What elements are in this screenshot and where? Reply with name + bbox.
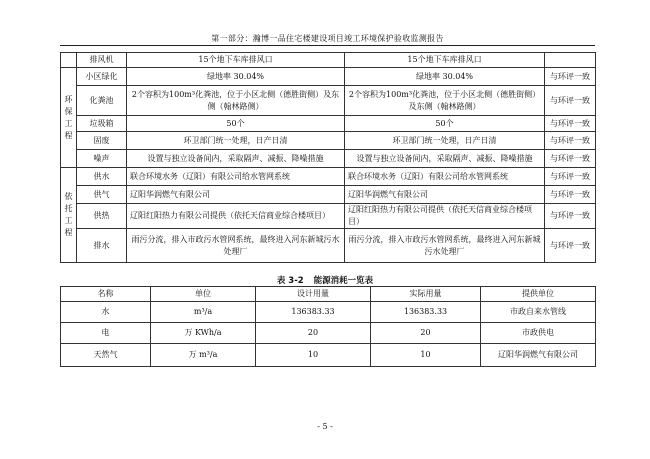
table-row <box>61 186 596 204</box>
column-header: 提供单位 <box>481 287 596 302</box>
caption-title: 能源消耗一览表 <box>313 276 374 286</box>
energy-provider: 市政自来水管线 <box>481 302 596 323</box>
table-row <box>61 132 596 150</box>
energy-provider: 市政供电 <box>481 323 596 344</box>
table-caption <box>0 274 650 286</box>
conclusion-cell: 与环评一致 <box>545 168 596 186</box>
energy-actual: 136383.33 <box>371 302 481 323</box>
row-name: 噪声 <box>77 150 127 168</box>
row-name: 垃圾箱 <box>77 116 127 132</box>
row-name: 排风机 <box>77 53 127 68</box>
row-name: 供气 <box>77 186 127 204</box>
row-name: 固废 <box>77 132 127 150</box>
conclusion-cell: 与环评一致 <box>545 68 596 86</box>
facilities-table <box>60 52 596 263</box>
design-cell: 辽阳华润燃气有限公司 <box>127 186 345 204</box>
column-header: 名称 <box>61 287 151 302</box>
header-row <box>61 287 596 302</box>
design-cell: 联合环境水务（辽阳）有限公司给水管网系统 <box>127 168 345 186</box>
caption-number: 表 3-2 <box>276 276 304 286</box>
column-header: 单位 <box>151 287 256 302</box>
conclusion-cell: 与环评一致 <box>545 204 596 229</box>
energy-design: 10 <box>256 344 371 367</box>
header-rule <box>60 45 595 46</box>
actual-cell: 辽阳红阳热力有限公司提供（依托天信商业综合楼项目） <box>345 204 545 229</box>
design-cell: 环卫部门统一处理，日产日清 <box>127 132 345 150</box>
energy-design: 20 <box>256 323 371 344</box>
energy-unit: 万 m³/a <box>151 344 256 367</box>
actual-cell: 2个容积为100m³化粪池，位于小区北侧（德胜街侧）及东侧（翰林路侧） <box>345 86 545 116</box>
design-cell: 50个 <box>127 116 345 132</box>
actual-cell: 绿地率 30.04% <box>345 68 545 86</box>
actual-cell: 联合环境水务（辽阳）有限公司给水管网系统 <box>345 168 545 186</box>
actual-cell: 辽阳华润燃气有限公司 <box>345 186 545 204</box>
energy-name: 电 <box>61 323 151 344</box>
row-name: 供水 <box>77 168 127 186</box>
conclusion-cell <box>545 53 596 68</box>
energy-name: 天然气 <box>61 344 151 367</box>
actual-cell: 15个地下车库排风口 <box>345 53 545 68</box>
conclusion-cell: 与环评一致 <box>545 86 596 116</box>
table-row <box>61 302 596 323</box>
energy-name: 水 <box>61 302 151 323</box>
table-row <box>61 68 596 86</box>
energy-actual: 20 <box>371 323 481 344</box>
column-header: 实际用量 <box>371 287 481 302</box>
row-name: 供热 <box>77 204 127 229</box>
conclusion-cell: 与环评一致 <box>545 116 596 132</box>
design-cell: 雨污分流，排入市政污水管网系统，最终进入河东新城污水处理厂 <box>127 229 345 263</box>
table-row <box>61 168 596 186</box>
actual-cell: 环卫部门统一处理，日产日清 <box>345 132 545 150</box>
energy-unit: 万 KWh/a <box>151 323 256 344</box>
row-name: 小区绿化 <box>77 68 127 86</box>
row-group-blank <box>61 53 77 68</box>
conclusion-cell: 与环评一致 <box>545 150 596 168</box>
table-row <box>61 53 596 68</box>
design-cell: 设置与独立设备间内，采取隔声、减振、降噪措施 <box>127 150 345 168</box>
page-number: - 5 - <box>317 422 333 431</box>
energy-unit: m³/a <box>151 302 256 323</box>
group-env-label: 环保工程 <box>61 68 77 168</box>
conclusion-cell: 与环评一致 <box>545 132 596 150</box>
row-name: 排水 <box>77 229 127 263</box>
actual-cell: 设置与独立设备间内，采取隔声、减振、降噪措施 <box>345 150 545 168</box>
conclusion-cell: 与环评一致 <box>545 229 596 263</box>
design-cell: 15个地下车库排风口 <box>127 53 345 68</box>
page-header: 第一部分：瀚博一品住宅楼建设项目竣工环境保护验收监测报告 <box>211 34 444 43</box>
group-dep-label: 依托工程 <box>61 168 77 263</box>
table-row <box>61 323 596 344</box>
table-row <box>61 150 596 168</box>
energy-actual: 10 <box>371 344 481 367</box>
design-cell: 绿地率 30.04% <box>127 68 345 86</box>
table-row <box>61 204 596 229</box>
design-cell: 辽阳红阳热力有限公司提供（依托天信商业综合楼项目） <box>127 204 345 229</box>
energy-table <box>60 286 596 367</box>
table-row <box>61 229 596 263</box>
table-row <box>61 116 596 132</box>
energy-design: 136383.33 <box>256 302 371 323</box>
conclusion-cell: 与环评一致 <box>545 186 596 204</box>
row-name: 化粪池 <box>77 86 127 116</box>
table-row <box>61 86 596 116</box>
energy-provider: 辽阳华润燃气有限公司 <box>481 344 596 367</box>
actual-cell: 50个 <box>345 116 545 132</box>
table-row <box>61 344 596 367</box>
column-header: 设计用量 <box>256 287 371 302</box>
actual-cell: 雨污分流，排入市政污水管网系统，最终进入河东新城污水处理厂 <box>345 229 545 263</box>
design-cell: 2个容积为100m³化粪池，位于小区北侧（德胜街侧）及东侧（翰林路侧） <box>127 86 345 116</box>
